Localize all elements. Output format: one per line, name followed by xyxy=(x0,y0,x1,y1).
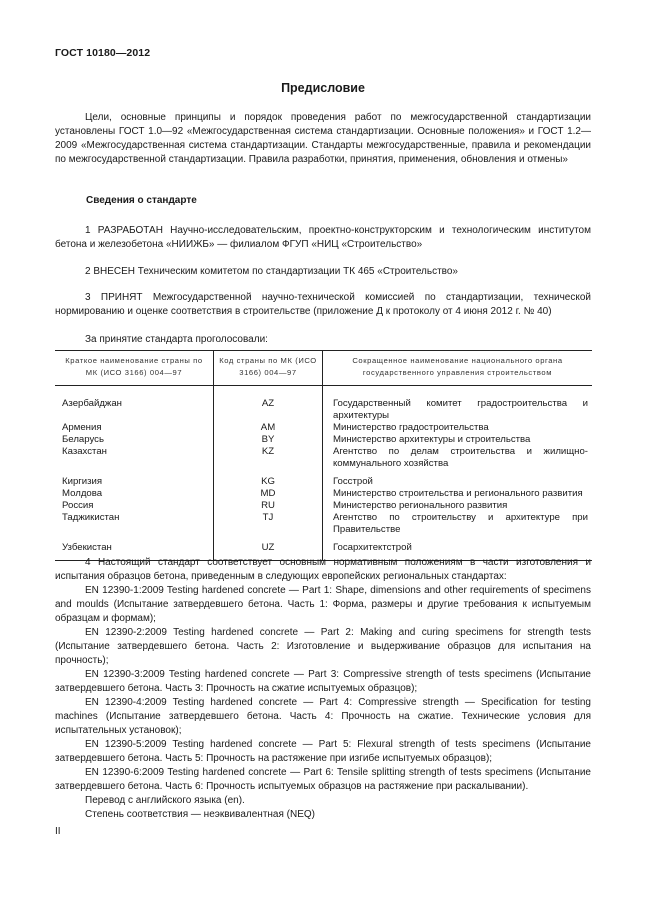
column-header-body: Сокращенное наименование национального органа государственного управления строительством xyxy=(323,351,593,386)
column-header-country: Краткое наименование страны по МК (ИСО 3166) 004—97 xyxy=(55,351,214,386)
page-number: II xyxy=(55,826,61,837)
table-row xyxy=(55,386,592,423)
country-cell: Армения xyxy=(55,422,214,434)
body-cell: Министерство строительства и регионального развития xyxy=(333,488,583,499)
item4-block xyxy=(55,556,591,822)
en-standard-item: EN 12390-1:2009 Testing hardened concrete — Part 1: Shape, dimensions and other requirements of specimens and moulds (Испытание затвердевшего бетона. Часть 1: Форма, размеры и другие требования к испытуемым образцам и формам); xyxy=(55,585,591,624)
country-cell: Беларусь xyxy=(55,434,214,446)
intro-paragraph: Цели, основные принципы и порядок проведения работ по межгосударственной стандартизации установлены ГОСТ 1.0—92 «Межгосударственная система стандартизации. Основные положения» и ГОСТ 1.2—2009 «Межгосударственная система стандартизации. Стандарты межгосударственные, правила и рекомендации по межгосударственной стандартизации. Правила разработки, принятия, применения, обновления и отмены» xyxy=(55,112,591,165)
item1-block xyxy=(55,224,591,252)
body-cell: Агентство по строительству и архитектуре при Правительстве xyxy=(333,512,588,535)
country-cell: Узбекистан xyxy=(55,536,214,561)
code-cell: TJ xyxy=(214,512,323,536)
item-2: 2 ВНЕСЕН Техническим комитетом по стандартизации ТК 465 «Строительство» xyxy=(85,266,458,277)
votes-intro: За принятие стандарта проголосовали: xyxy=(85,334,268,345)
item-3: 3 ПРИНЯТ Межгосударственной научно-технической комиссией по стандартизации, технической нормированию и оценке соответствия в строительстве (приложение Д к протоколу от 4 июня 2012 г. № 40) xyxy=(55,292,591,317)
document-id: ГОСТ 10180—2012 xyxy=(55,47,151,59)
code-cell: MD xyxy=(214,488,323,500)
table-row xyxy=(55,434,592,446)
body-cell: Министерство градостроительства xyxy=(333,422,489,433)
country-cell: Киргизия xyxy=(55,470,214,488)
country-cell: Молдова xyxy=(55,488,214,500)
en-standard-item: EN 12390-4:2009 Testing hardened concrete — Part 4: Compressive strength — Specification for testing machines (Испытание затвердевшего бетона. Часть 4: Прочность на сжатие. Технические условия для испытательных установок); xyxy=(55,697,591,736)
table-row xyxy=(55,512,592,536)
country-cell: Казахстан xyxy=(55,446,214,470)
votes-intro-block xyxy=(55,333,591,347)
table-row xyxy=(55,422,592,434)
code-cell: RU xyxy=(214,500,323,512)
body-cell: Государственный комитет градостроительства и архитектуры xyxy=(333,398,588,421)
translation-note: Перевод с английского языка (en). xyxy=(85,795,245,806)
body-cell: Агентство по делам строительства и жилищно-коммунального хозяйства xyxy=(333,446,588,469)
code-cell: KG xyxy=(214,470,323,488)
section-heading: Сведения о стандарте xyxy=(86,195,197,206)
code-cell: AZ xyxy=(214,386,323,423)
en-standard-item: EN 12390-6:2009 Testing hardened concrete — Part 6: Tensile splitting strength of tests specimens (Испытание затвердевшего бетона. Часть 6: Прочность испытуемых образцов на растяжение при раскалывании). xyxy=(55,767,591,792)
code-cell: KZ xyxy=(214,446,323,470)
en-standard-item: EN 12390-2:2009 Testing hardened concrete — Part 2: Making and curing specimens for strength tests (Испытание затвердевшего бетона. Часть 2: Изготовление и выдерживание образцов для испытания на прочность); xyxy=(55,627,591,666)
votes-table xyxy=(55,350,592,561)
page-title: Предисловие xyxy=(281,81,365,95)
code-cell: AM xyxy=(214,422,323,434)
item3-block xyxy=(55,291,591,319)
item-4: 4 Настоящий стандарт соответствует основным нормативным положениям в части изготовления и испытания образцов бетона, приведенным в следующих европейских региональных стандартах: xyxy=(55,557,591,582)
body-cell: Министерство архитектуры и строительства xyxy=(333,434,531,445)
table-row xyxy=(55,470,592,488)
body-cell: Министерство регионального развития xyxy=(333,500,508,511)
conformity-note: Степень соответствия — неэквивалентная (NEQ) xyxy=(85,809,316,820)
intro-block xyxy=(55,111,591,167)
table-header-row xyxy=(55,351,592,386)
body-cell: Госархитектстрой xyxy=(323,536,593,561)
body-cell: Госстрой xyxy=(333,476,373,487)
country-cell: Таджикистан xyxy=(55,512,214,536)
en-standard-item: EN 12390-3:2009 Testing hardened concrete — Part 3: Compressive strength of tests specimens (Испытание затвердевшего бетона. Часть 3: Прочность на сжатие испытуемых образцов); xyxy=(55,669,591,694)
code-cell: UZ xyxy=(214,536,323,561)
item-1: 1 РАЗРАБОТАН Научно-исследовательским, проектно-конструкторским и технологическим институтом бетона и железобетона «НИИЖБ» — филиалом ФГУП «НИЦ «Строительство» xyxy=(55,225,591,250)
item2-block xyxy=(55,265,591,279)
country-cell: Азербайджан xyxy=(55,386,214,423)
code-cell: BY xyxy=(214,434,323,446)
table-row xyxy=(55,488,592,500)
table-row xyxy=(55,446,592,470)
column-header-code: Код страны по МК (ИСО 3166) 004—97 xyxy=(214,351,323,386)
en-standard-item: EN 12390-5:2009 Testing hardened concrete — Part 5: Flexural strength of tests specimens (Испытание затвердевшего бетона. Часть 5: Прочность на растяжение при изгибе испытуемых образцов); xyxy=(55,739,591,764)
country-cell: Россия xyxy=(55,500,214,512)
table-row xyxy=(55,500,592,512)
